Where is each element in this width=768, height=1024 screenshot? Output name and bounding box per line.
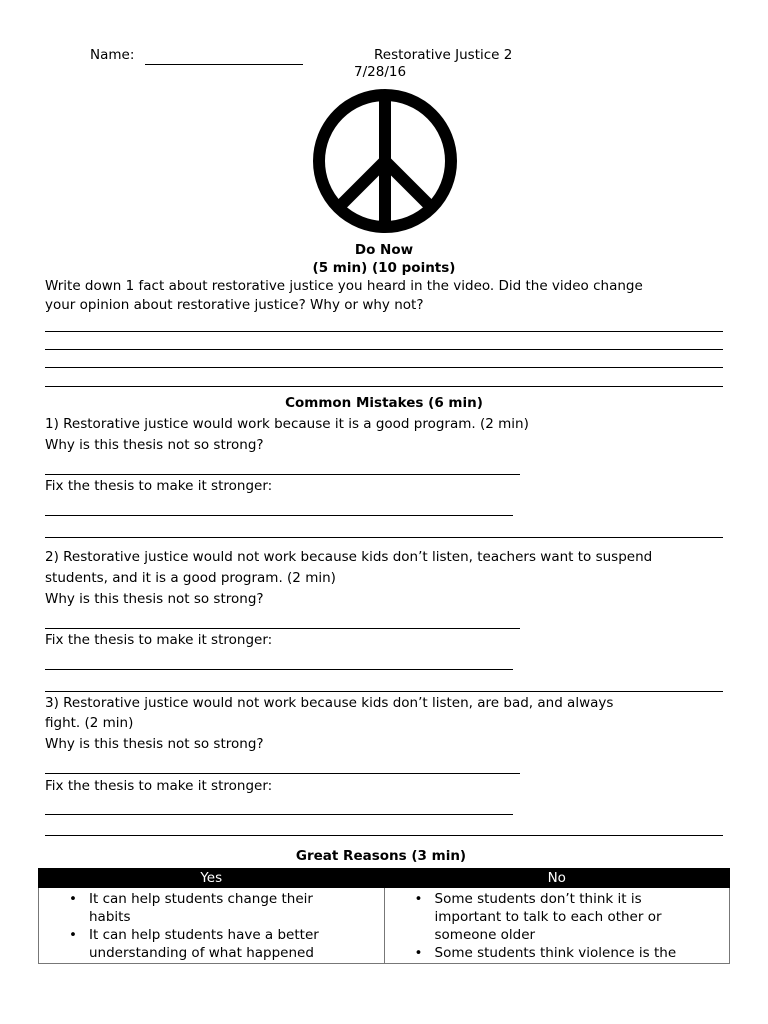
list-item-line: someone older [434, 927, 536, 943]
column-header-no: No [384, 869, 730, 888]
answer-line[interactable] [45, 835, 723, 836]
mistake-1-why: Why is this thesis not so strong? [45, 437, 264, 453]
name-blank[interactable] [145, 64, 303, 65]
answer-line[interactable] [45, 773, 520, 774]
answer-line[interactable] [45, 669, 513, 670]
list-item [435, 890, 726, 944]
great-reasons-heading: Great Reasons (3 min) [295, 848, 467, 864]
list-item-line: • It can help students have a better [89, 927, 319, 943]
answer-line[interactable] [45, 367, 723, 368]
name-label: Name: [90, 47, 135, 63]
mistake-3-why: Why is this thesis not so strong? [45, 736, 264, 752]
column-header-yes: Yes [39, 869, 385, 888]
list-item-line: • Some students think violence is the [434, 945, 677, 961]
answer-line[interactable] [45, 386, 723, 387]
great-reasons-table [38, 868, 730, 964]
list-item-line: • It can help students change their [89, 891, 313, 907]
do-now-prompt-line1: Write down 1 fact about restorative justice you heard in the video. Did the video change [45, 278, 643, 294]
mistake-1-thesis: 1) Restorative justice would work because it is a good program. (2 min) [45, 416, 529, 432]
mistake-3-thesis-line2: fight. (2 min) [45, 715, 134, 731]
do-now-heading: Do Now [354, 242, 414, 258]
yes-cell [39, 888, 385, 964]
mistake-2-thesis-line1: 2) Restorative justice would not work because kids don’t listen, teachers want to suspend [45, 549, 653, 565]
worksheet-title: Restorative Justice 2 [374, 47, 513, 63]
mistake-1-fix: Fix the thesis to make it stronger: [45, 478, 273, 494]
common-mistakes-heading: Common Mistakes (6 min) [285, 395, 483, 411]
answer-line[interactable] [45, 628, 520, 629]
list-item-line: important to talk to each other or [434, 909, 662, 925]
list-item [89, 890, 380, 926]
answer-line[interactable] [45, 691, 723, 692]
answer-line[interactable] [45, 331, 723, 332]
do-now-subheading: (5 min) (10 points) [312, 260, 456, 276]
list-item-line: habits [89, 909, 131, 925]
list-item [89, 926, 380, 962]
answer-line[interactable] [45, 349, 723, 350]
answer-line[interactable] [45, 537, 723, 538]
list-item-line: understanding of what happened [89, 945, 314, 961]
answer-line[interactable] [45, 515, 513, 516]
answer-line[interactable] [45, 814, 513, 815]
do-now-prompt-line2: your opinion about restorative justice? Why or why not? [45, 297, 424, 313]
answer-line[interactable] [45, 474, 520, 475]
list-item [435, 944, 726, 962]
mistake-3-thesis-line1: 3) Restorative justice would not work because kids don’t listen, are bad, and always [45, 695, 614, 711]
mistake-2-thesis-line2: students, and it is a good program. (2 min) [45, 570, 336, 586]
mistake-2-fix: Fix the thesis to make it stronger: [45, 632, 273, 648]
list-item-line: • Some students don’t think it is [434, 891, 642, 907]
no-cell [384, 888, 730, 964]
mistake-3-fix: Fix the thesis to make it stronger: [45, 778, 273, 794]
yes-list [43, 890, 380, 962]
worksheet-date: 7/28/16 [354, 64, 407, 80]
no-list [389, 890, 726, 962]
peace-sign-icon [312, 88, 458, 234]
mistake-2-why: Why is this thesis not so strong? [45, 591, 264, 607]
